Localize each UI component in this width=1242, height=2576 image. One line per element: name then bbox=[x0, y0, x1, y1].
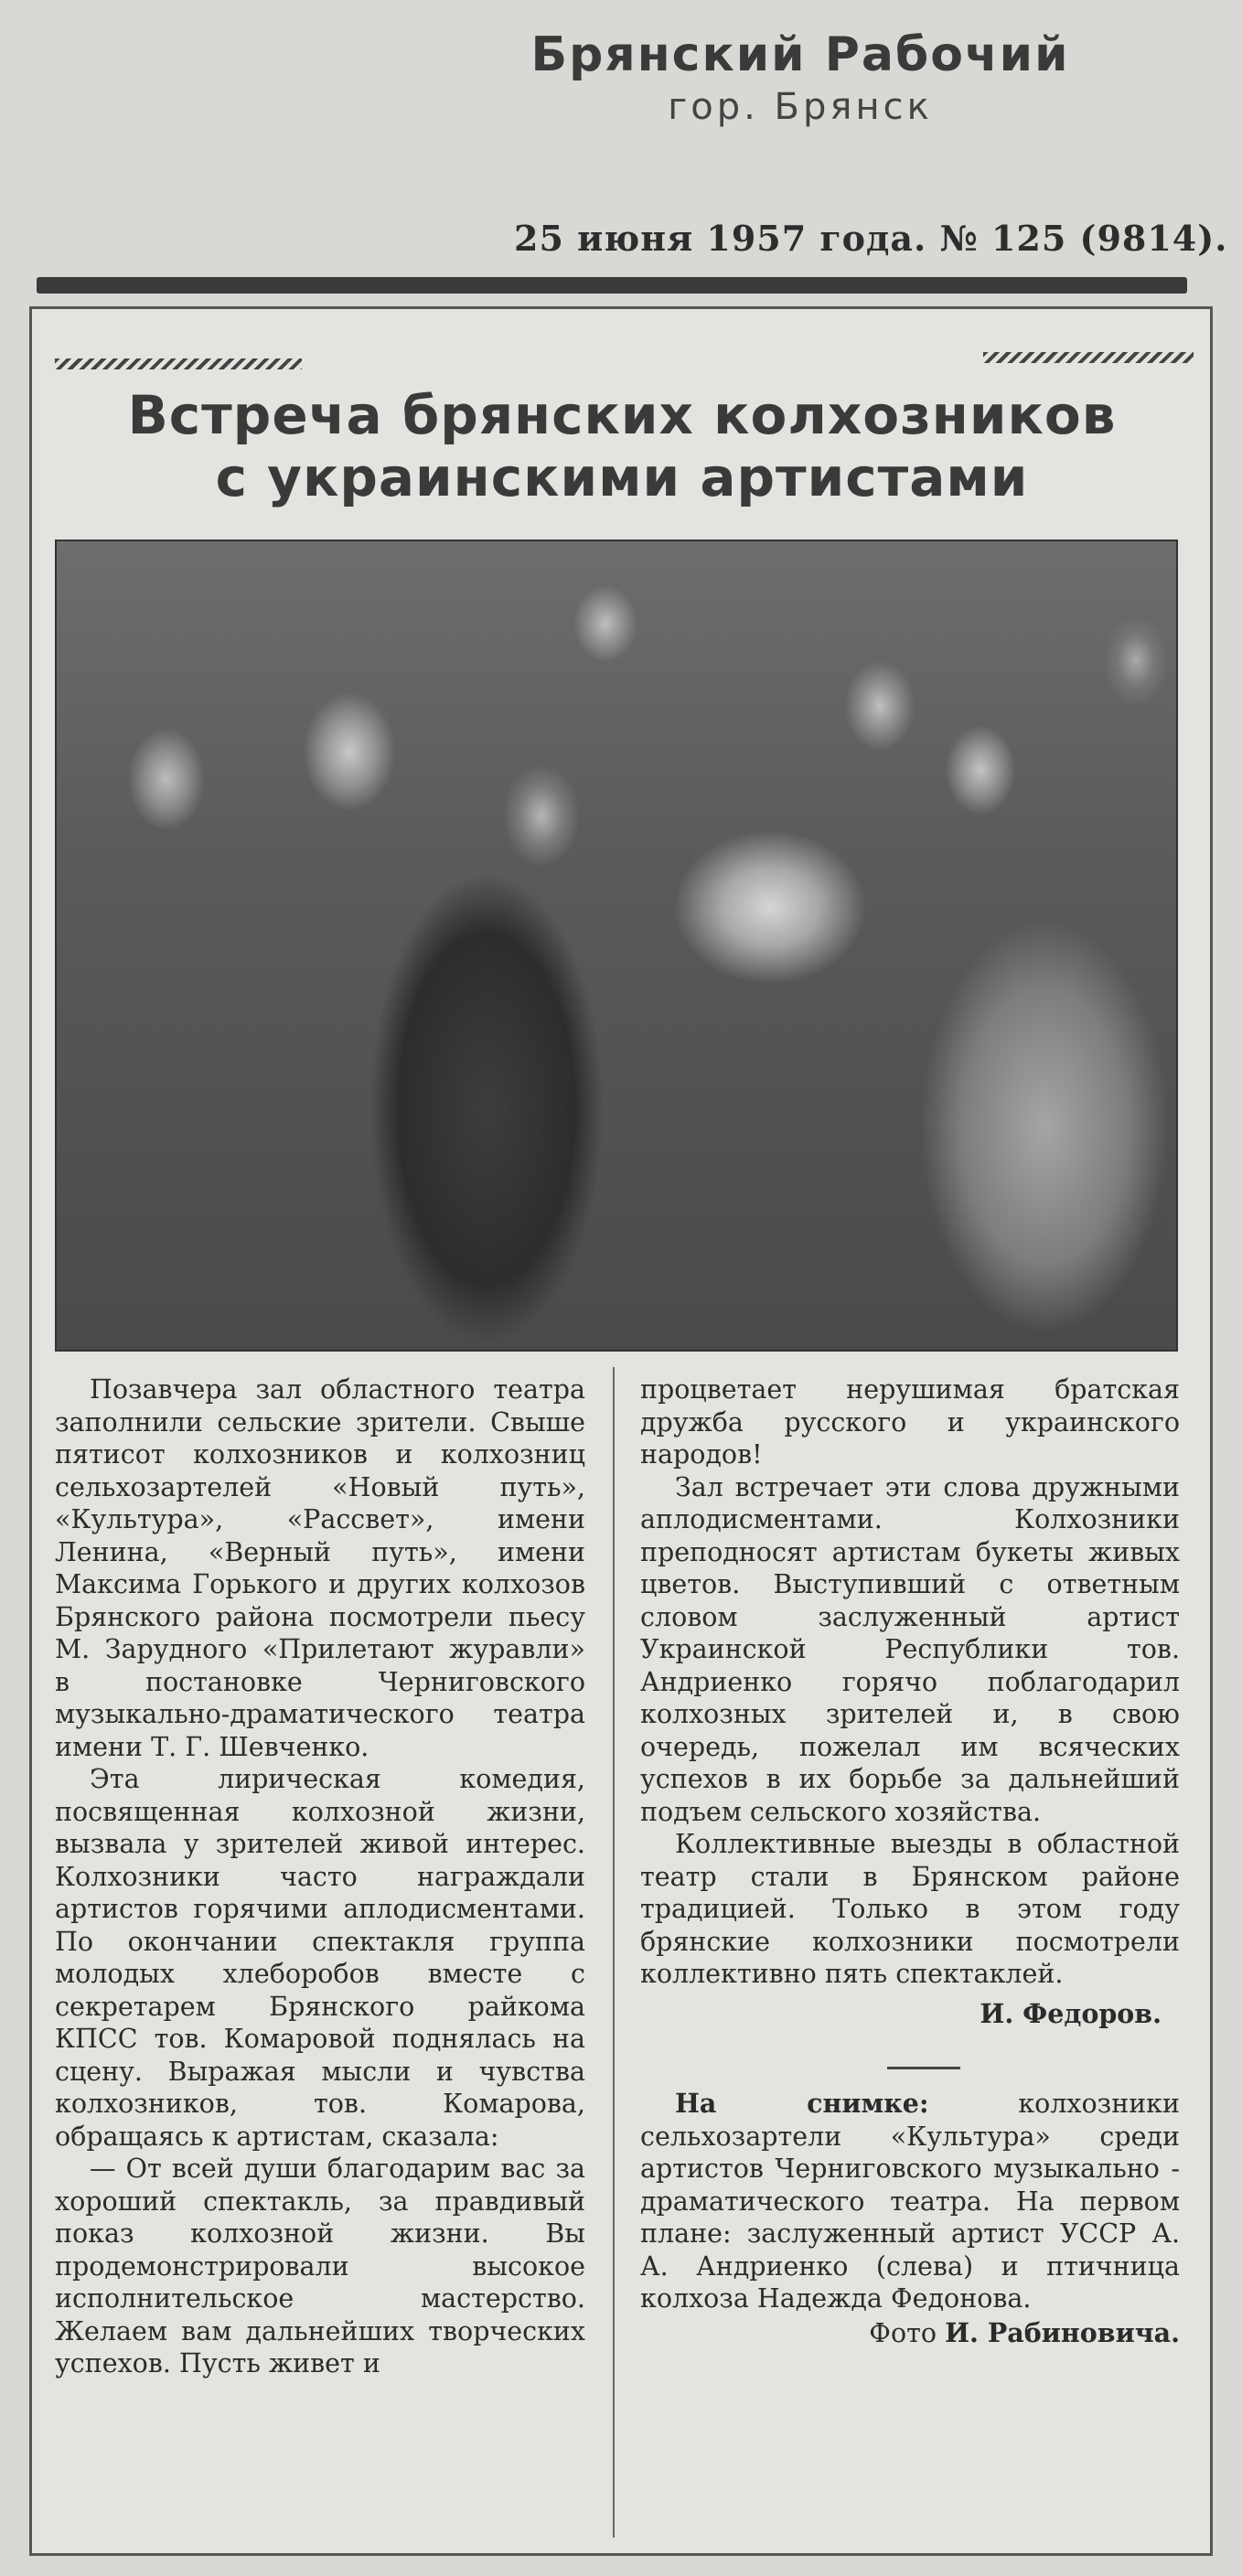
author-signature: И. Федоров. bbox=[980, 1997, 1162, 2029]
column-divider bbox=[613, 1367, 615, 2538]
paragraph: процветает нерушимая братская дружба русского и украинского народов! bbox=[640, 1374, 1180, 1470]
article-headline bbox=[55, 384, 1189, 508]
credit-prefix: Фото bbox=[869, 2317, 937, 2348]
photo-credit bbox=[640, 2317, 1180, 2350]
newspaper-city: гор. Брянск bbox=[668, 86, 933, 128]
newspaper-name: Брянский Рабочий bbox=[530, 27, 1070, 82]
caption-divider bbox=[887, 2067, 960, 2069]
wavy-rule-right bbox=[983, 352, 1194, 363]
credit-name: И. Рабиновича. bbox=[945, 2316, 1180, 2348]
caption-lead: На снимке: bbox=[675, 2088, 929, 2119]
headline-line-1: Встреча брянских колхозников bbox=[127, 384, 1117, 446]
wavy-rule-left bbox=[55, 358, 302, 369]
article-column-1 bbox=[55, 1374, 585, 2380]
paragraph: Коллективные выезды в областной театр стали в Брянском районе традицией. Только в этом году брянские колхозники посмотрели коллективно пять спектаклей. bbox=[640, 1829, 1180, 1989]
caption-text: колхозники сельхозартели «Культура» среди артистов Черниговского музыкально - драматического театра. На первом плане: заслуженный артист УССР А. А. Андриенко (слева) и птичница колхоза Надежда Федонова. bbox=[640, 2089, 1180, 2314]
paragraph: Зал встречает эти слова дружными аплодисментами. Колхозники преподносят артистам букеты живых цветов. Выступивший с ответным словом заслуженный артист Украинской Республики тов. Андриенко горячо поблагодарил колхозных зрителей и, в свою очередь, пожелал им всяческих успехов в их борьбе за дальнейший подъем сельского хозяйства. bbox=[640, 1471, 1180, 1827]
article-photo bbox=[55, 540, 1178, 1352]
headline-line-2: с украинскими артистами bbox=[215, 446, 1029, 508]
masthead bbox=[508, 27, 1093, 128]
paragraph: Эта лирическая комедия, посвященная колхозной жизни, вызвала у зрителей живой интерес. Колхозники часто награждали артистов горячими аплодисментами. По окончании спектакля группа молодых хлеборобов вместе с секретарем Брянского райкома КПСС тов. Комаровой поднялась на сцену. Выражая мысли и чувства колхозников, тов. Комарова, обращаясь к артистам, сказала: bbox=[55, 1764, 585, 2152]
article-column-2 bbox=[640, 1374, 1180, 2349]
paragraph: Позавчера зал областного театра заполнили сельские зрители. Свыше пятисот колхозников и колхозниц сельхозартелей «Новый путь», «Культура», «Рассвет», имени Ленина, «Верный путь», имени Максима Горького и других колхозов Брянского района посмотрели пьесу М. Зарудного «Прилетают журавли» в постановке Черниговского музыкально-драматического театра имени Т. Г. Шевченко. bbox=[55, 1374, 585, 1762]
top-divider bbox=[37, 277, 1187, 294]
paragraph: — От всей души благодарим вас за хороший спектакль, за правдивый показ колхозной жизни. Вы продемонстрировали высокое исполнительское мастерство. Желаем вам дальнейших творческих успехов. Пусть живет и bbox=[55, 2154, 585, 2378]
photo-caption bbox=[640, 2088, 1180, 2315]
issue-date-number: 25 июня 1957 года. № 125 (9814). bbox=[514, 218, 1228, 259]
